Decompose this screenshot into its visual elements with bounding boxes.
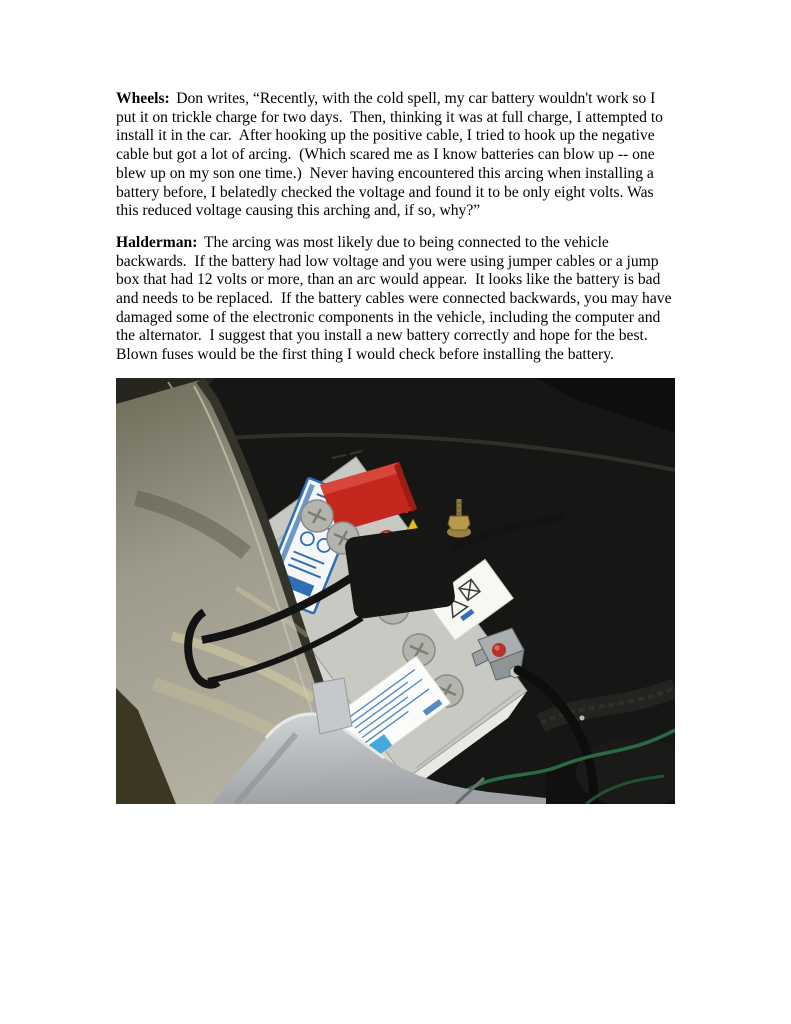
terminal-indicator-dot — [492, 643, 506, 657]
text-block — [116, 90, 678, 804]
battery-photo-image — [116, 378, 675, 804]
stud-nut — [448, 516, 470, 530]
wheels-speaker-label: Wheels: — [116, 90, 170, 107]
wheels-question-text: Don writes, “Recently, with the cold spell, my car battery wouldn't work so I put it on trickle charge for two days. Then, thinking it was at full charge, I attempted to install it in the car. After hooking up the positive cable, I tried to hook up the negative cable but got a lot of arcing. (Which scared me as I know batteries can blow up -- one blew up on my son one time.) Never having encountered this arcing when installing a battery before, I belatedly checked the voltage and found it to be only eight volts. Was this reduced voltage causing this arching and, if so, why?” — [116, 90, 667, 220]
paragraph-halderman — [116, 234, 678, 365]
battery-photo — [116, 378, 675, 804]
halderman-speaker-label: Halderman: — [116, 233, 198, 251]
paragraph-wheels — [116, 90, 678, 221]
hold-down-pad — [344, 524, 456, 619]
metal-glint — [580, 715, 585, 720]
halderman-answer-text: The arcing was most likely due to being connected to the vehicle backwards. If the battery had low voltage and you were using jumper cables or a jump box that had 12 volts or more, than an arc would appear. It looks like the battery is bad and needs to be replaced. If the battery cables were connected backwards, you may have damaged some of the electronic components in the vehicle, including the computer and the alternator. I suggest that you install a new battery correctly and hope for the best. Blown fuses would be the first thing I would check before installing the battery. — [116, 233, 676, 364]
